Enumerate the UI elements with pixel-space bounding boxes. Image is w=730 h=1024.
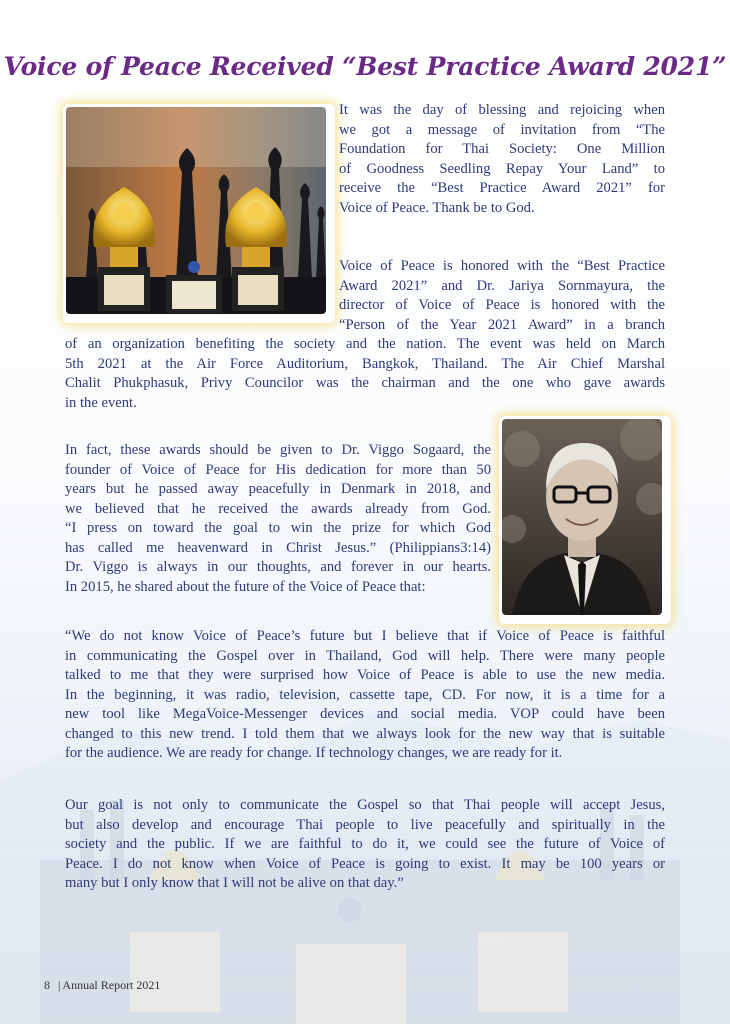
text-line: Peace. I do not know when Voice of Peace is going to exist. It may be 100 years or xyxy=(65,855,665,872)
text-line: Voice of Peace. Thank be to God. xyxy=(339,199,535,216)
event-paragraph xyxy=(65,335,665,413)
intro-paragraph xyxy=(339,101,665,218)
text-line: founder of Voice of Peace for His dedication for more than 50 xyxy=(65,461,491,478)
text-line: in communicating the Gospel over in Thailand, God will help. There were many people xyxy=(65,647,665,664)
awards-photo-frame xyxy=(63,104,335,323)
text-line: in the event. xyxy=(65,394,137,411)
text-line: Award 2021” and Dr. Jariya Sornmayura, the xyxy=(339,277,665,294)
text-line: In the beginning, it was radio, television, cassette tape, CD. For now, it is a time for a xyxy=(65,686,665,703)
page-title: Voice of Peace Received “Best Practice Award 2021” xyxy=(3,52,727,81)
text-line: many but I only know that I will not be alive on that day.” xyxy=(65,875,404,891)
text-line: 5th 2021 at the Air Force Auditorium, Bangkok, Thailand. The Air Chief Marshal xyxy=(65,355,665,372)
honor-paragraph xyxy=(339,257,665,335)
goal-paragraph xyxy=(65,796,665,894)
page-footer xyxy=(44,978,160,993)
text-line: society and the public. If we are faithful to do it, we could see the future of Voice of xyxy=(65,836,665,852)
text-line: of an organization benefiting the society and the nation. The event was held on March xyxy=(65,336,665,352)
footer-separator: | xyxy=(58,978,61,992)
text-line: years but he passed away peacefully in Denmark in 2018, and xyxy=(65,481,491,497)
quote-paragraph xyxy=(65,627,665,764)
text-line: Foundation for Thai Society: One Million xyxy=(339,141,665,157)
text-line: Voice of Peace is honored with the “Best Practice xyxy=(339,258,665,274)
page-number: 8 xyxy=(44,978,50,992)
text-line: In fact, these awards should be given to Dr. Viggo Sogaard, the xyxy=(65,442,491,458)
text-line: It was the day of blessing and rejoicing when xyxy=(339,102,665,118)
text-line: we got a message of invitation from “The xyxy=(339,121,665,138)
text-line: new tool like MegaVoice-Messenger devices and social media. VOP could have been xyxy=(65,706,665,722)
text-line: “We do not know Voice of Peace’s future but I believe that if Voice of Peace is faithful xyxy=(65,628,665,644)
text-line: Our goal is not only to communicate the Gospel so that Thai people will accept Jesus, xyxy=(65,797,665,813)
text-line: “Person of the Year 2021 Award” in a branch xyxy=(339,316,665,333)
text-line: receive the “Best Practice Award 2021” for xyxy=(339,180,665,196)
text-line: Chalit Phukphasuk, Privy Councilor was the chairman and the one who gave awards xyxy=(65,375,665,391)
text-line: “I press on toward the goal to win the prize for which God xyxy=(65,520,491,536)
text-line: has called me heavenward in Christ Jesus.” (Philippians3:14) xyxy=(65,539,491,556)
founder-paragraph xyxy=(65,441,491,597)
text-line: but also develop and encourage Thai people to live peacefully and spiritually in the xyxy=(65,816,665,833)
text-line: we believed that he received the awards already from God. xyxy=(65,500,491,517)
text-line: talked to me that they were surprised how Voice of Peace is able to use the new media. xyxy=(65,667,665,683)
text-line: Dr. Viggo is always in our thoughts, and forever in our hearts. xyxy=(65,559,491,575)
footer-label: Annual Report 2021 xyxy=(62,978,161,992)
text-line: changed to this new trend. I told them that we always look for the new way that is suitable xyxy=(65,725,665,742)
portrait-frame xyxy=(499,416,671,624)
text-line: director of Voice of Peace is honored with the xyxy=(339,297,665,313)
portrait-of-dr-viggo-sogaard xyxy=(502,419,662,615)
trophies-photo xyxy=(66,107,326,314)
text-line: for the audience. We are ready for change. If technology changes, we are ready for it. xyxy=(65,745,563,761)
text-line: In 2015, he shared about the future of the Voice of Peace that: xyxy=(65,578,426,595)
text-line: of Goodness Seedling Repay Your Land” to xyxy=(339,160,665,177)
